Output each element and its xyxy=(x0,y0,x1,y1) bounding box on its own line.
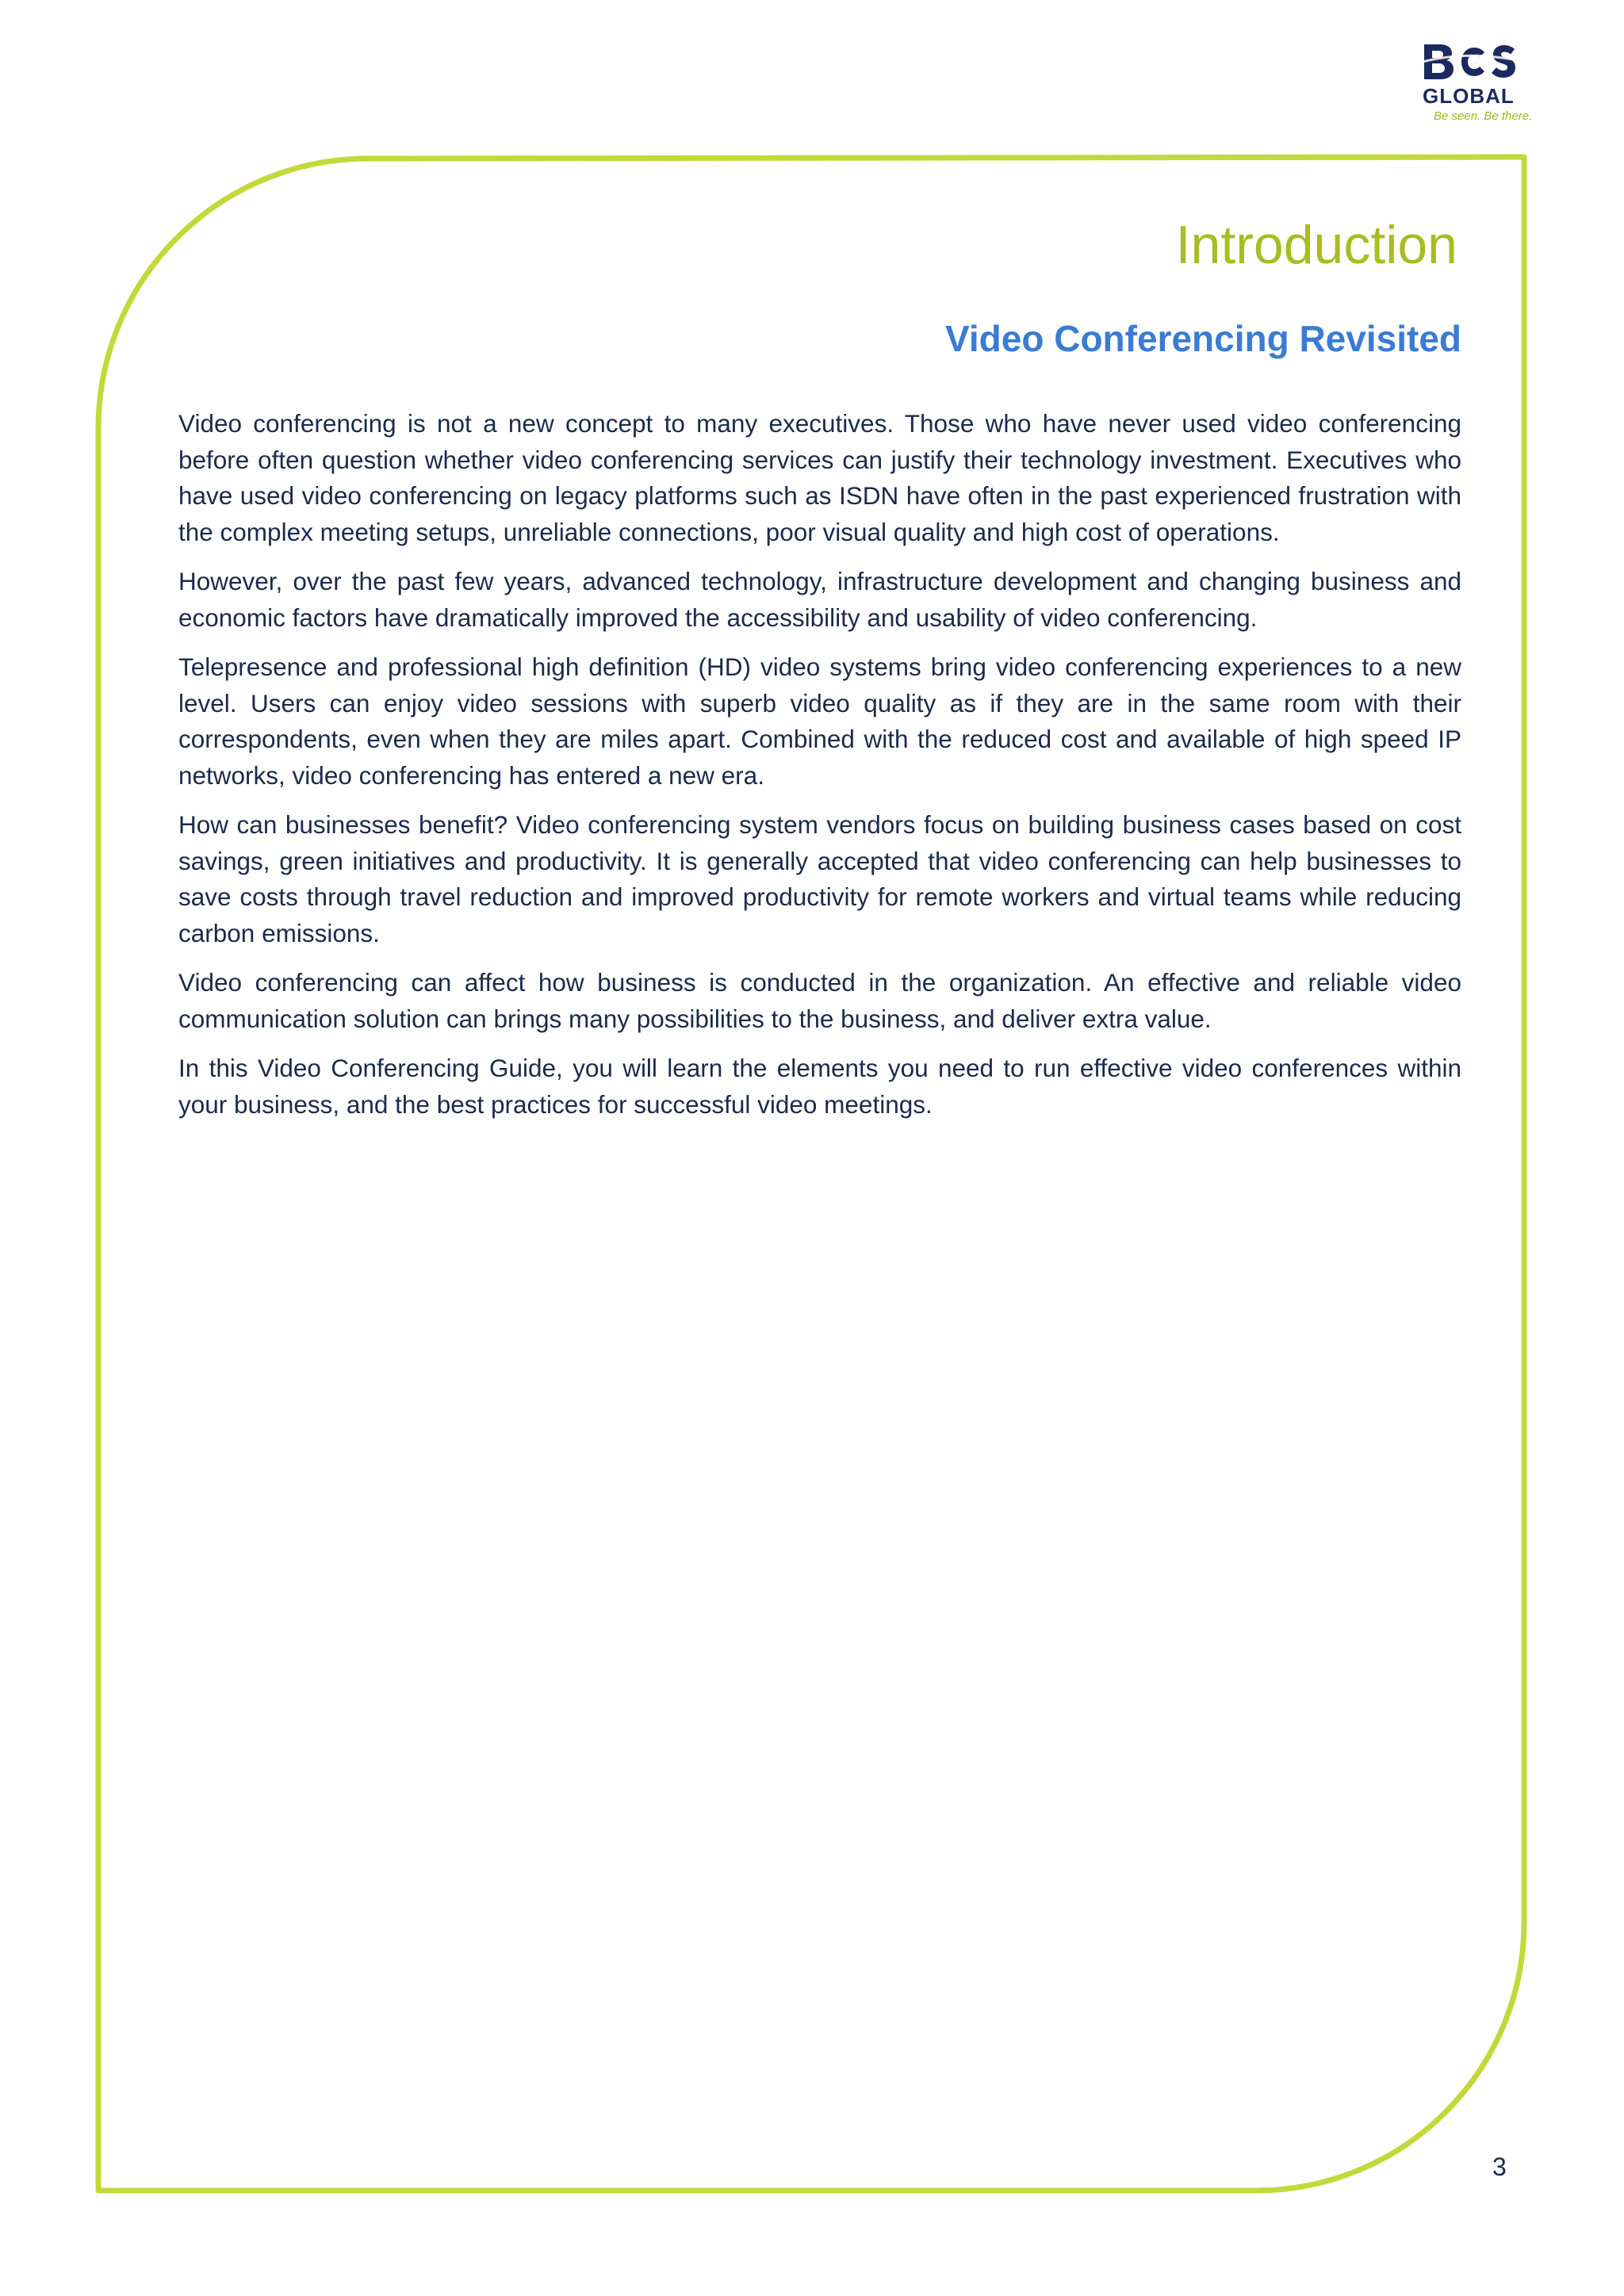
logo-tagline: Be seen. Be there. xyxy=(1434,109,1533,123)
page-title: Introduction xyxy=(1175,215,1457,275)
paragraph: Video conferencing can affect how business is conducted in the organization. An effective and reliable video communication solution can brings many possibilities to the business, and deliver extra value. xyxy=(178,968,1461,1033)
paragraph: Telepresence and professional high definition (HD) video systems bring video conferencing experiences to a new level. Users can enjoy video sessions with superb video quality as if they are in the same room with their correspondents, even when they are miles apart. Combined with the reduced cost and available of high speed IP networks, video conferencing has entered a new era. xyxy=(178,652,1461,790)
body-text xyxy=(178,406,1461,1136)
page-number: 3 xyxy=(1492,2152,1507,2181)
paragraph: However, over the past few years, advanced technology, infrastructure development and changing business and economic factors have dramatically improved the accessibility and usability of video conferencing. xyxy=(178,567,1461,632)
bcs-logo-mark xyxy=(1421,40,1519,84)
bcs-global-logo xyxy=(1419,40,1533,127)
paragraph: How can businesses benefit? Video conferencing system vendors focus on building business cases based on cost savings, green initiatives and productivity. It is generally accepted that video conferencing can help businesses to save costs through travel reduction and improved productivity for remote workers and virtual teams while reducing carbon emissions. xyxy=(178,810,1461,947)
section-subtitle: Video Conferencing Revisited xyxy=(945,318,1461,359)
logo-global-text: GLOBAL xyxy=(1423,84,1515,108)
paragraph: Video conferencing is not a new concept to many executives. Those who have never used video conferencing before often question whether video conferencing services can justify their technology investment. Executives who have used video conferencing on legacy platforms such as ISDN have often in the past experienced frustration with the complex meeting setups, unreliable connections, poor visual quality and high cost of operations. xyxy=(178,409,1461,546)
paragraph: In this Video Conferencing Guide, you will learn the elements you need to run effective video conferences within your business, and the best practices for successful video meetings. xyxy=(178,1054,1461,1119)
